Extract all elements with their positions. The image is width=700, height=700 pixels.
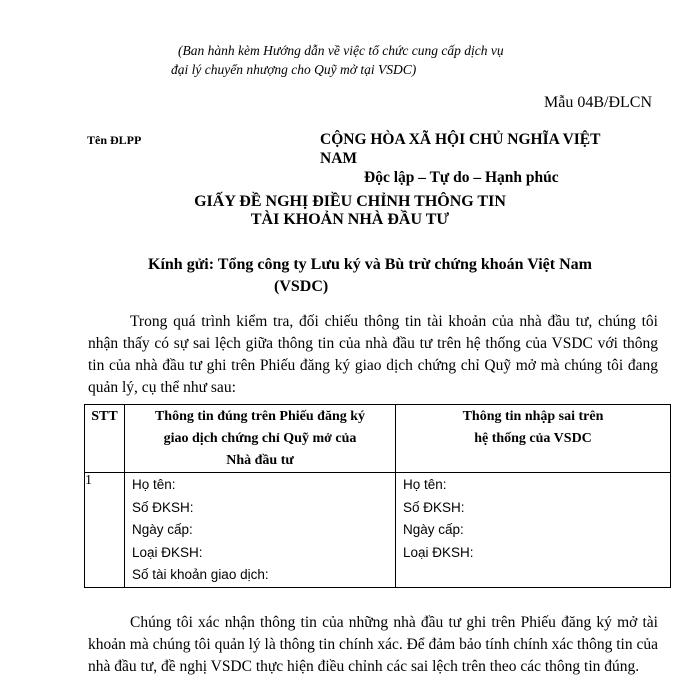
distributor-name-label: Tên ĐLPP bbox=[87, 133, 142, 147]
correct-field-issue-date: Ngày cấp: bbox=[132, 522, 193, 537]
country-name: CỘNG HÒA XÃ HỘI CHỦ NGHĨA VIỆT NAM bbox=[320, 131, 601, 167]
correct-field-registration-number: Số ĐKSH: bbox=[132, 499, 194, 515]
wrong-field-issue-date: Ngày cấp: bbox=[403, 522, 464, 537]
correct-field-trading-account: Số tài khoản giao dịch: bbox=[132, 567, 269, 582]
header-wrong-line-1: Thông tin nhập sai trên bbox=[462, 409, 604, 424]
national-motto: Độc lập – Tự do – Hạnh phúc bbox=[364, 169, 559, 186]
national-heading bbox=[320, 130, 620, 187]
row-stt: 1 bbox=[85, 473, 125, 588]
header-correct-info bbox=[125, 405, 396, 473]
recipient bbox=[148, 254, 592, 298]
document-title-line-2: TÀI KHOẢN NHÀ ĐẦU TƯ bbox=[250, 211, 450, 228]
table-row bbox=[85, 473, 671, 588]
header-correct-line-2: giao dịch chứng chỉ Quỹ mở của bbox=[163, 431, 357, 446]
wrong-field-registration-number: Số ĐKSH: bbox=[403, 499, 465, 515]
issuance-note-line-1: (Ban hành kèm Hướng dẫn về việc tổ chức cung cấp dịch vụ bbox=[178, 43, 504, 58]
correct-field-registration-type: Loại ĐKSH: bbox=[132, 544, 203, 560]
document-title-line-1: GIẤY ĐỀ NGHỊ ĐIỀU CHỈNH THÔNG TIN bbox=[194, 193, 506, 210]
correct-field-full-name: Họ tên: bbox=[132, 477, 176, 492]
form-code: Mẫu 04B/ĐLCN bbox=[544, 94, 652, 111]
header-correct-line-3: Nhà đầu tư bbox=[226, 453, 294, 468]
issuance-note-line-2: đại lý chuyển nhượng cho Quỹ mở tại VSDC) bbox=[171, 62, 417, 77]
discrepancy-table bbox=[84, 404, 671, 588]
wrong-field-full-name: Họ tên: bbox=[403, 477, 447, 492]
table-header-row bbox=[85, 405, 671, 473]
recipient-line-2: (VSDC) bbox=[274, 278, 329, 295]
intro-paragraph: Trong quá trình kiểm tra, đối chiếu thông tin tài khoản của nhà đầu tư, chúng tôi nhận thấy có sự sai lệch giữa thông tin của nhà đầu tư trên hệ thống của VSDC với thông tin của nhà đầu tư ghi trên Phiếu đăng ký giao dịch chứng chỉ Quỹ mở mà chúng tôi đang quản lý, cụ thể như sau: bbox=[88, 313, 658, 396]
correct-info-cell bbox=[125, 473, 396, 588]
header-correct-line-1: Thông tin đúng trên Phiếu đăng ký bbox=[154, 409, 366, 424]
header-wrong-info bbox=[396, 405, 671, 473]
header-stt: STT bbox=[85, 405, 125, 473]
document-title bbox=[0, 193, 700, 229]
recipient-line-1: Kính gửi: Tổng công ty Lưu ký và Bù trừ chứng khoán Việt Nam bbox=[148, 256, 592, 273]
header-wrong-line-2: hệ thống của VSDC bbox=[474, 431, 592, 446]
closing-paragraph: Chúng tôi xác nhận thông tin của những nhà đầu tư ghi trên Phiếu đăng ký mở tài khoản mà chúng tôi quản lý là thông tin chính xác. Để đảm bảo tính chính xác thông tin của nhà đầu tư, đề nghị VSDC thực hiện điều chỉnh các sai lệch trên theo các thông tin đúng. bbox=[88, 614, 658, 675]
issuance-note bbox=[171, 41, 504, 79]
wrong-info-cell bbox=[396, 473, 671, 588]
wrong-field-registration-type: Loại ĐKSH: bbox=[403, 544, 474, 560]
